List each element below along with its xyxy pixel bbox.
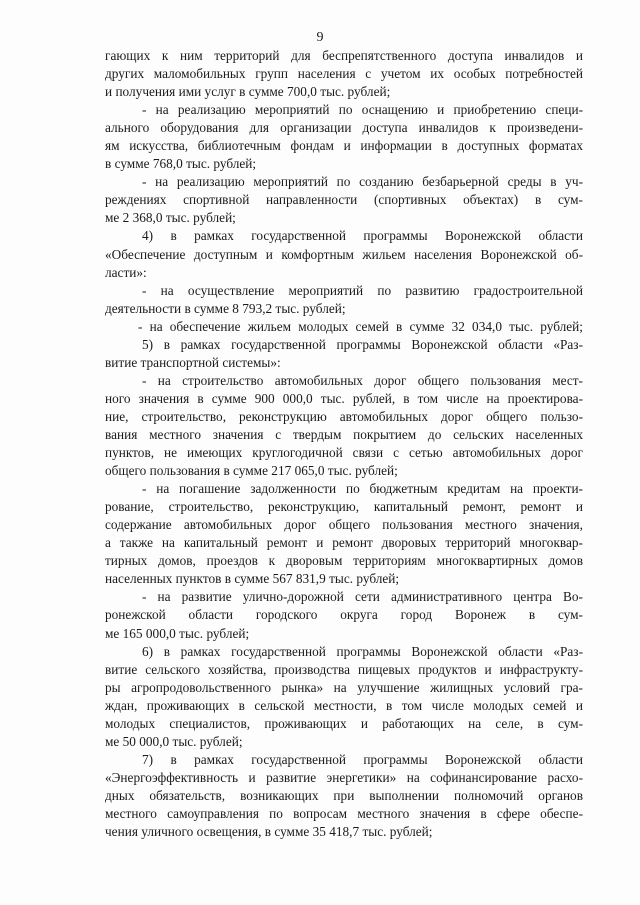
text-line: и получения ими услуг в сумме 700,0 тыс. рублей; [105,84,391,100]
text-line: ронежской области городского округа город Воронеж в сум- [105,607,583,623]
text-line: - на обеспечение жильем молодых семей в сумме 32 034,0 тыс. рублей; [138,318,583,334]
text-line: содержание автомобильных дорог общего пользования местного значения, [105,517,583,533]
text-line: - на погашение задолженности по бюджетным кредитам на проекти- [142,481,583,497]
text-line: местного самоуправления по вопросам местного значения в сфере обеспе- [105,805,583,821]
text-line: витие сельского хозяйства, производства пищевых продуктов и инфраструкту- [105,661,583,677]
page-number: 9 [316,30,324,45]
text-line: гающих к ним территорий для беспрепятственного доступа инвалидов и [105,48,583,63]
document-body-text [105,47,583,841]
text-line: ального оборудования для организации доступа инвалидов к произведени- [105,120,583,136]
text-line: ме 2 368,0 тыс. рублей; [105,210,236,226]
text-line: ние, строительство, реконструкцию автомобильных дорог общего пользо- [105,408,583,424]
text-line: - на развитие улично-дорожной сети административного центра Во- [142,589,583,605]
text-line: «Обеспечение доступным и комфортным жильем населения Воронежской об- [105,246,583,262]
text-line: дных обязательств, возникающих при выполнении полномочий органов [105,787,583,803]
text-line: - на реализацию мероприятий по созданию безбарьерной среды в уч- [142,174,583,190]
text-line: «Энергоэффективность и развитие энергетики» на софинансирование расхо- [105,769,583,785]
text-line: - на строительство автомобильных дорог общего пользования мест- [142,372,583,388]
text-line: ме 50 000,0 тыс. рублей; [105,733,243,749]
text-line: 6) в рамках государственной программы Воронежской области «Раз- [142,643,583,659]
text-line: ласти»: [105,264,147,280]
text-line: 5) в рамках государственной программы Воронежской области «Раз- [142,336,583,352]
text-line: пунктов, не имеющих круглогодичной связи с сетью автомобильных дорог [105,445,583,461]
text-line: в сумме 768,0 тыс. рублей; [105,156,257,172]
text-line: рование, строительство, реконструкцию, капитальный ремонт, ремонт и [105,499,583,515]
text-line: чения уличного освещения, в сумме 35 418,7 тыс. рублей; [105,824,433,840]
text-line: молодых специалистов, проживающих и работающих на селе, в сум- [105,715,583,731]
text-line: вания местного значения с твердым покрытием до сельских населенных [105,426,583,442]
text-line: ждан, проживающих в сельской местности, в том числе молодых семей и [105,697,583,713]
text-line: - на реализацию мероприятий по оснащению и приобретению специ- [142,102,583,118]
text-line: общего пользования в сумме 217 065,0 тыс. рублей; [105,463,398,479]
text-line: ры агропродовольственного рынка» на улучшение жилищных условий гра- [105,679,583,695]
text-line: населенных пунктов в сумме 567 831,9 тыс. рублей; [105,571,400,587]
text-line: ям искусства, библиотечным фондам и информации в доступных форматах [105,138,583,154]
text-line: 7) в рамках государственной программы Воронежской области [142,751,583,767]
text-line: тирных домов, проездов к дворовым территориям многоквартирных домов [105,553,583,569]
text-line: а также на капитальный ремонт и ремонт дворовых территорий многоквар- [105,535,583,551]
text-line: ме 165 000,0 тыс. рублей; [105,625,250,641]
text-line: ного значения в сумме 900 000,0 тыс. рублей, в том числе на проектирова- [105,390,583,406]
text-line: витие транспортной системы»: [105,354,281,370]
text-line: - на осуществление мероприятий по развитию градостроительной [142,282,583,298]
text-line: реждениях спортивной направленности (спортивных объектах) в сум- [105,192,583,208]
text-line: деятельности в сумме 8 793,2 тыс. рублей; [105,300,346,316]
text-line: 4) в рамках государственной программы Воронежской области [142,228,583,244]
text-line: других маломобильных групп населения с учетом их особых потребностей [105,66,583,82]
